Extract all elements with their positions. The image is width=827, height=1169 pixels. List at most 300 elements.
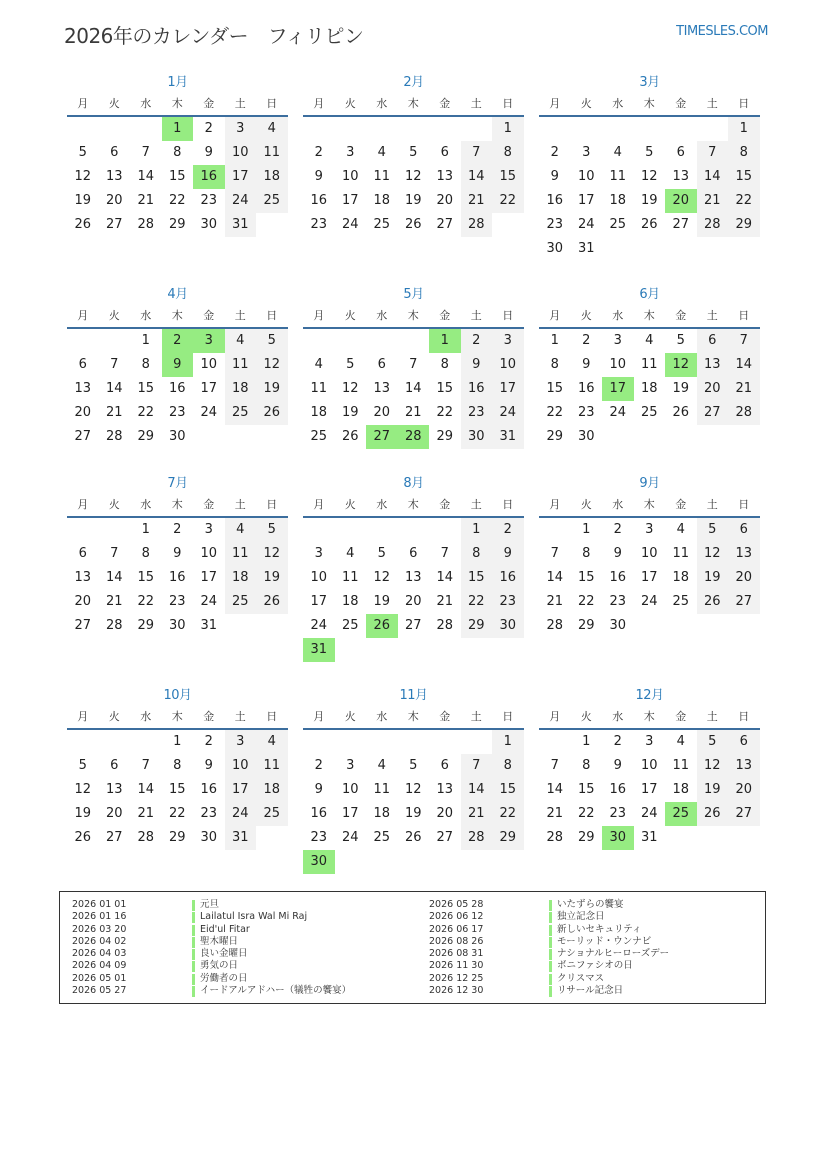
day-cell[interactable]: 29 bbox=[577, 830, 595, 845]
holiday-day-cell[interactable]: 17 bbox=[602, 377, 634, 401]
day-cell[interactable]: 10 bbox=[225, 754, 257, 778]
day-cell[interactable]: 10 bbox=[310, 570, 328, 585]
day-cell[interactable]: 15 bbox=[577, 782, 595, 797]
day-cell[interactable]: 7 bbox=[409, 357, 418, 372]
day-cell[interactable]: 18 bbox=[341, 594, 359, 609]
day-cell[interactable]: 1 bbox=[141, 333, 150, 348]
day-cell[interactable]: 10 bbox=[341, 169, 359, 184]
day-cell[interactable]: 8 bbox=[173, 145, 182, 160]
day-cell[interactable]: 27 bbox=[404, 618, 422, 633]
day-cell[interactable]: 15 bbox=[492, 778, 524, 802]
day-cell[interactable]: 26 bbox=[697, 590, 729, 614]
day-cell[interactable]: 18 bbox=[640, 381, 658, 396]
day-cell[interactable]: 18 bbox=[225, 377, 257, 401]
day-cell[interactable]: 22 bbox=[168, 806, 186, 821]
holiday-day-cell[interactable]: 1 bbox=[429, 329, 461, 353]
day-cell[interactable]: 12 bbox=[640, 169, 658, 184]
day-cell[interactable]: 27 bbox=[74, 429, 92, 444]
day-cell[interactable]: 15 bbox=[492, 165, 524, 189]
day-cell[interactable]: 7 bbox=[697, 141, 729, 165]
day-cell[interactable]: 5 bbox=[377, 546, 386, 561]
day-cell[interactable]: 5 bbox=[697, 518, 729, 542]
day-cell[interactable]: 9 bbox=[613, 546, 622, 561]
day-cell[interactable]: 25 bbox=[341, 618, 359, 633]
day-cell[interactable]: 25 bbox=[225, 401, 257, 425]
day-cell[interactable]: 2 bbox=[613, 734, 622, 749]
day-cell[interactable]: 27 bbox=[436, 830, 454, 845]
day-cell[interactable]: 24 bbox=[200, 405, 218, 420]
day-cell[interactable]: 29 bbox=[461, 614, 493, 638]
day-cell[interactable]: 1 bbox=[582, 734, 591, 749]
day-cell[interactable]: 11 bbox=[225, 542, 257, 566]
day-cell[interactable]: 13 bbox=[74, 381, 92, 396]
day-cell[interactable]: 16 bbox=[577, 381, 595, 396]
day-cell[interactable]: 27 bbox=[436, 217, 454, 232]
day-cell[interactable]: 29 bbox=[577, 618, 595, 633]
day-cell[interactable]: 11 bbox=[256, 754, 288, 778]
day-cell[interactable]: 12 bbox=[404, 169, 422, 184]
day-cell[interactable]: 20 bbox=[697, 377, 729, 401]
day-cell[interactable]: 5 bbox=[78, 758, 87, 773]
day-cell[interactable]: 11 bbox=[341, 570, 359, 585]
day-cell[interactable]: 16 bbox=[492, 566, 524, 590]
day-cell[interactable]: 11 bbox=[672, 758, 690, 773]
day-cell[interactable]: 22 bbox=[546, 405, 564, 420]
day-cell[interactable]: 19 bbox=[74, 806, 92, 821]
holiday-day-cell[interactable]: 9 bbox=[162, 353, 194, 377]
day-cell[interactable]: 24 bbox=[640, 594, 658, 609]
day-cell[interactable]: 26 bbox=[404, 830, 422, 845]
day-cell[interactable]: 26 bbox=[672, 405, 690, 420]
day-cell[interactable]: 5 bbox=[697, 730, 729, 754]
day-cell[interactable]: 12 bbox=[256, 542, 288, 566]
holiday-day-cell[interactable]: 30 bbox=[602, 826, 634, 850]
day-cell[interactable]: 28 bbox=[461, 826, 493, 850]
day-cell[interactable]: 11 bbox=[640, 357, 658, 372]
day-cell[interactable]: 13 bbox=[74, 570, 92, 585]
day-cell[interactable]: 19 bbox=[672, 381, 690, 396]
holiday-day-cell[interactable]: 16 bbox=[193, 165, 225, 189]
day-cell[interactable]: 24 bbox=[492, 401, 524, 425]
day-cell[interactable]: 7 bbox=[550, 758, 559, 773]
day-cell[interactable]: 6 bbox=[440, 145, 449, 160]
day-cell[interactable]: 10 bbox=[577, 169, 595, 184]
day-cell[interactable]: 19 bbox=[74, 193, 92, 208]
day-cell[interactable]: 24 bbox=[200, 594, 218, 609]
day-cell[interactable]: 1 bbox=[492, 117, 524, 141]
day-cell[interactable]: 29 bbox=[168, 217, 186, 232]
day-cell[interactable]: 2 bbox=[492, 518, 524, 542]
day-cell[interactable]: 20 bbox=[436, 193, 454, 208]
day-cell[interactable]: 30 bbox=[492, 614, 524, 638]
day-cell[interactable]: 7 bbox=[141, 145, 150, 160]
day-cell[interactable]: 3 bbox=[645, 522, 654, 537]
day-cell[interactable]: 8 bbox=[141, 357, 150, 372]
day-cell[interactable]: 7 bbox=[550, 546, 559, 561]
day-cell[interactable]: 14 bbox=[546, 782, 564, 797]
day-cell[interactable]: 22 bbox=[168, 193, 186, 208]
day-cell[interactable]: 4 bbox=[645, 333, 654, 348]
holiday-day-cell[interactable]: 25 bbox=[665, 802, 697, 826]
day-cell[interactable]: 21 bbox=[404, 405, 422, 420]
day-cell[interactable]: 6 bbox=[728, 518, 760, 542]
day-cell[interactable]: 26 bbox=[256, 401, 288, 425]
day-cell[interactable]: 4 bbox=[314, 357, 323, 372]
day-cell[interactable]: 12 bbox=[697, 542, 729, 566]
day-cell[interactable]: 17 bbox=[492, 377, 524, 401]
day-cell[interactable]: 8 bbox=[582, 758, 591, 773]
holiday-day-cell[interactable]: 30 bbox=[303, 850, 335, 874]
day-cell[interactable]: 15 bbox=[436, 381, 454, 396]
day-cell[interactable]: 18 bbox=[373, 193, 391, 208]
day-cell[interactable]: 7 bbox=[440, 546, 449, 561]
day-cell[interactable]: 19 bbox=[640, 193, 658, 208]
day-cell[interactable]: 8 bbox=[492, 754, 524, 778]
day-cell[interactable]: 23 bbox=[461, 401, 493, 425]
holiday-day-cell[interactable]: 3 bbox=[193, 329, 225, 353]
day-cell[interactable]: 25 bbox=[640, 405, 658, 420]
day-cell[interactable]: 1 bbox=[461, 518, 493, 542]
day-cell[interactable]: 21 bbox=[546, 594, 564, 609]
day-cell[interactable]: 28 bbox=[105, 429, 123, 444]
day-cell[interactable]: 26 bbox=[256, 590, 288, 614]
day-cell[interactable]: 20 bbox=[105, 806, 123, 821]
day-cell[interactable]: 3 bbox=[582, 145, 591, 160]
day-cell[interactable]: 5 bbox=[78, 145, 87, 160]
day-cell[interactable]: 25 bbox=[256, 189, 288, 213]
day-cell[interactable]: 10 bbox=[492, 353, 524, 377]
day-cell[interactable]: 26 bbox=[697, 802, 729, 826]
day-cell[interactable]: 23 bbox=[577, 405, 595, 420]
day-cell[interactable]: 12 bbox=[697, 754, 729, 778]
day-cell[interactable]: 8 bbox=[492, 141, 524, 165]
day-cell[interactable]: 31 bbox=[200, 618, 218, 633]
day-cell[interactable]: 4 bbox=[377, 145, 386, 160]
day-cell[interactable]: 28 bbox=[105, 618, 123, 633]
day-cell[interactable]: 21 bbox=[137, 193, 155, 208]
day-cell[interactable]: 9 bbox=[204, 145, 213, 160]
day-cell[interactable]: 29 bbox=[436, 429, 454, 444]
day-cell[interactable]: 5 bbox=[346, 357, 355, 372]
day-cell[interactable]: 12 bbox=[404, 782, 422, 797]
day-cell[interactable]: 21 bbox=[105, 405, 123, 420]
day-cell[interactable]: 25 bbox=[672, 594, 690, 609]
day-cell[interactable]: 21 bbox=[137, 806, 155, 821]
day-cell[interactable]: 24 bbox=[310, 618, 328, 633]
holiday-day-cell[interactable]: 27 bbox=[366, 425, 398, 449]
day-cell[interactable]: 6 bbox=[78, 546, 87, 561]
day-cell[interactable]: 17 bbox=[640, 570, 658, 585]
day-cell[interactable]: 3 bbox=[346, 758, 355, 773]
day-cell[interactable]: 21 bbox=[436, 594, 454, 609]
day-cell[interactable]: 6 bbox=[440, 758, 449, 773]
day-cell[interactable]: 22 bbox=[577, 594, 595, 609]
day-cell[interactable]: 3 bbox=[346, 145, 355, 160]
day-cell[interactable]: 1 bbox=[173, 734, 182, 749]
day-cell[interactable]: 26 bbox=[74, 830, 92, 845]
day-cell[interactable]: 23 bbox=[492, 590, 524, 614]
day-cell[interactable]: 17 bbox=[341, 193, 359, 208]
day-cell[interactable]: 14 bbox=[546, 570, 564, 585]
day-cell[interactable]: 11 bbox=[373, 169, 391, 184]
day-cell[interactable]: 15 bbox=[728, 165, 760, 189]
day-cell[interactable]: 1 bbox=[492, 730, 524, 754]
day-cell[interactable]: 9 bbox=[550, 169, 559, 184]
day-cell[interactable]: 13 bbox=[436, 169, 454, 184]
day-cell[interactable]: 25 bbox=[310, 429, 328, 444]
day-cell[interactable]: 17 bbox=[200, 381, 218, 396]
day-cell[interactable]: 12 bbox=[256, 353, 288, 377]
holiday-day-cell[interactable]: 26 bbox=[366, 614, 398, 638]
day-cell[interactable]: 11 bbox=[310, 381, 328, 396]
day-cell[interactable]: 3 bbox=[204, 522, 213, 537]
day-cell[interactable]: 8 bbox=[141, 546, 150, 561]
day-cell[interactable]: 27 bbox=[74, 618, 92, 633]
day-cell[interactable]: 12 bbox=[74, 782, 92, 797]
day-cell[interactable]: 22 bbox=[492, 189, 524, 213]
day-cell[interactable]: 19 bbox=[373, 594, 391, 609]
day-cell[interactable]: 17 bbox=[640, 782, 658, 797]
day-cell[interactable]: 6 bbox=[697, 329, 729, 353]
day-cell[interactable]: 24 bbox=[577, 217, 595, 232]
day-cell[interactable]: 28 bbox=[137, 217, 155, 232]
day-cell[interactable]: 12 bbox=[341, 381, 359, 396]
day-cell[interactable]: 8 bbox=[461, 542, 493, 566]
day-cell[interactable]: 6 bbox=[110, 758, 119, 773]
day-cell[interactable]: 27 bbox=[105, 830, 123, 845]
day-cell[interactable]: 10 bbox=[200, 546, 218, 561]
day-cell[interactable]: 11 bbox=[225, 353, 257, 377]
day-cell[interactable]: 7 bbox=[110, 546, 119, 561]
day-cell[interactable]: 14 bbox=[137, 782, 155, 797]
day-cell[interactable]: 6 bbox=[78, 357, 87, 372]
day-cell[interactable]: 20 bbox=[728, 566, 760, 590]
day-cell[interactable]: 15 bbox=[137, 570, 155, 585]
day-cell[interactable]: 25 bbox=[373, 830, 391, 845]
day-cell[interactable]: 13 bbox=[697, 353, 729, 377]
day-cell[interactable]: 28 bbox=[546, 618, 564, 633]
day-cell[interactable]: 29 bbox=[546, 429, 564, 444]
day-cell[interactable]: 16 bbox=[310, 806, 328, 821]
day-cell[interactable]: 5 bbox=[409, 145, 418, 160]
holiday-day-cell[interactable]: 1 bbox=[162, 117, 194, 141]
day-cell[interactable]: 24 bbox=[640, 806, 658, 821]
day-cell[interactable]: 24 bbox=[609, 405, 627, 420]
day-cell[interactable]: 13 bbox=[728, 754, 760, 778]
day-cell[interactable]: 20 bbox=[728, 778, 760, 802]
day-cell[interactable]: 29 bbox=[168, 830, 186, 845]
day-cell[interactable]: 11 bbox=[672, 546, 690, 561]
day-cell[interactable]: 18 bbox=[373, 806, 391, 821]
day-cell[interactable]: 1 bbox=[728, 117, 760, 141]
day-cell[interactable]: 4 bbox=[676, 522, 685, 537]
day-cell[interactable]: 4 bbox=[225, 329, 257, 353]
day-cell[interactable]: 26 bbox=[74, 217, 92, 232]
holiday-day-cell[interactable]: 2 bbox=[162, 329, 194, 353]
day-cell[interactable]: 14 bbox=[105, 381, 123, 396]
day-cell[interactable]: 17 bbox=[225, 778, 257, 802]
holiday-day-cell[interactable]: 20 bbox=[665, 189, 697, 213]
day-cell[interactable]: 20 bbox=[373, 405, 391, 420]
day-cell[interactable]: 9 bbox=[314, 782, 323, 797]
day-cell[interactable]: 23 bbox=[609, 594, 627, 609]
day-cell[interactable]: 25 bbox=[256, 802, 288, 826]
day-cell[interactable]: 8 bbox=[440, 357, 449, 372]
day-cell[interactable]: 19 bbox=[697, 778, 729, 802]
day-cell[interactable]: 5 bbox=[676, 333, 685, 348]
day-cell[interactable]: 5 bbox=[645, 145, 654, 160]
day-cell[interactable]: 22 bbox=[577, 806, 595, 821]
day-cell[interactable]: 1 bbox=[550, 333, 559, 348]
day-cell[interactable]: 29 bbox=[137, 429, 155, 444]
day-cell[interactable]: 14 bbox=[105, 570, 123, 585]
day-cell[interactable]: 25 bbox=[225, 590, 257, 614]
day-cell[interactable]: 6 bbox=[409, 546, 418, 561]
day-cell[interactable]: 21 bbox=[546, 806, 564, 821]
holiday-day-cell[interactable]: 31 bbox=[303, 638, 335, 662]
day-cell[interactable]: 16 bbox=[461, 377, 493, 401]
day-cell[interactable]: 5 bbox=[256, 329, 288, 353]
day-cell[interactable]: 4 bbox=[256, 117, 288, 141]
day-cell[interactable]: 1 bbox=[582, 522, 591, 537]
day-cell[interactable]: 21 bbox=[461, 802, 493, 826]
day-cell[interactable]: 28 bbox=[728, 401, 760, 425]
site-link[interactable]: TIMESLES.COM bbox=[676, 24, 768, 39]
day-cell[interactable]: 3 bbox=[225, 117, 257, 141]
day-cell[interactable]: 23 bbox=[200, 806, 218, 821]
day-cell[interactable]: 14 bbox=[404, 381, 422, 396]
day-cell[interactable]: 11 bbox=[256, 141, 288, 165]
day-cell[interactable]: 10 bbox=[200, 357, 218, 372]
day-cell[interactable]: 10 bbox=[640, 758, 658, 773]
day-cell[interactable]: 30 bbox=[200, 830, 218, 845]
day-cell[interactable]: 17 bbox=[341, 806, 359, 821]
day-cell[interactable]: 13 bbox=[105, 782, 123, 797]
day-cell[interactable]: 26 bbox=[404, 217, 422, 232]
day-cell[interactable]: 23 bbox=[310, 217, 328, 232]
day-cell[interactable]: 27 bbox=[728, 590, 760, 614]
day-cell[interactable]: 7 bbox=[110, 357, 119, 372]
day-cell[interactable]: 5 bbox=[256, 518, 288, 542]
day-cell[interactable]: 6 bbox=[110, 145, 119, 160]
holiday-day-cell[interactable]: 12 bbox=[665, 353, 697, 377]
day-cell[interactable]: 2 bbox=[550, 145, 559, 160]
day-cell[interactable]: 2 bbox=[314, 145, 323, 160]
day-cell[interactable]: 1 bbox=[141, 522, 150, 537]
day-cell[interactable]: 17 bbox=[200, 570, 218, 585]
day-cell[interactable]: 12 bbox=[373, 570, 391, 585]
day-cell[interactable]: 14 bbox=[697, 165, 729, 189]
day-cell[interactable]: 14 bbox=[461, 778, 493, 802]
day-cell[interactable]: 16 bbox=[310, 193, 328, 208]
day-cell[interactable]: 30 bbox=[609, 618, 627, 633]
day-cell[interactable]: 24 bbox=[341, 217, 359, 232]
day-cell[interactable]: 13 bbox=[436, 782, 454, 797]
day-cell[interactable]: 10 bbox=[225, 141, 257, 165]
day-cell[interactable]: 23 bbox=[168, 405, 186, 420]
day-cell[interactable]: 28 bbox=[697, 213, 729, 237]
day-cell[interactable]: 4 bbox=[377, 758, 386, 773]
day-cell[interactable]: 2 bbox=[613, 522, 622, 537]
day-cell[interactable]: 20 bbox=[74, 405, 92, 420]
day-cell[interactable]: 4 bbox=[346, 546, 355, 561]
day-cell[interactable]: 30 bbox=[168, 618, 186, 633]
day-cell[interactable]: 5 bbox=[409, 758, 418, 773]
day-cell[interactable]: 4 bbox=[256, 730, 288, 754]
day-cell[interactable]: 14 bbox=[728, 353, 760, 377]
day-cell[interactable]: 19 bbox=[697, 566, 729, 590]
day-cell[interactable]: 6 bbox=[728, 730, 760, 754]
day-cell[interactable]: 21 bbox=[105, 594, 123, 609]
day-cell[interactable]: 8 bbox=[728, 141, 760, 165]
day-cell[interactable]: 7 bbox=[461, 754, 493, 778]
day-cell[interactable]: 18 bbox=[672, 570, 690, 585]
day-cell[interactable]: 15 bbox=[577, 570, 595, 585]
day-cell[interactable]: 27 bbox=[728, 802, 760, 826]
day-cell[interactable]: 13 bbox=[404, 570, 422, 585]
day-cell[interactable]: 4 bbox=[225, 518, 257, 542]
day-cell[interactable]: 15 bbox=[168, 169, 186, 184]
day-cell[interactable]: 20 bbox=[404, 594, 422, 609]
day-cell[interactable]: 15 bbox=[168, 782, 186, 797]
day-cell[interactable]: 2 bbox=[461, 329, 493, 353]
holiday-day-cell[interactable]: 28 bbox=[398, 425, 430, 449]
day-cell[interactable]: 3 bbox=[645, 734, 654, 749]
day-cell[interactable]: 10 bbox=[640, 546, 658, 561]
day-cell[interactable]: 18 bbox=[310, 405, 328, 420]
day-cell[interactable]: 26 bbox=[341, 429, 359, 444]
day-cell[interactable]: 18 bbox=[609, 193, 627, 208]
day-cell[interactable]: 24 bbox=[341, 830, 359, 845]
day-cell[interactable]: 31 bbox=[225, 826, 257, 850]
day-cell[interactable]: 9 bbox=[173, 546, 182, 561]
day-cell[interactable]: 29 bbox=[728, 213, 760, 237]
day-cell[interactable]: 7 bbox=[141, 758, 150, 773]
day-cell[interactable]: 9 bbox=[204, 758, 213, 773]
day-cell[interactable]: 23 bbox=[200, 193, 218, 208]
day-cell[interactable]: 30 bbox=[577, 429, 595, 444]
day-cell[interactable]: 29 bbox=[492, 826, 524, 850]
day-cell[interactable]: 15 bbox=[137, 381, 155, 396]
day-cell[interactable]: 7 bbox=[461, 141, 493, 165]
day-cell[interactable]: 28 bbox=[137, 830, 155, 845]
day-cell[interactable]: 31 bbox=[492, 425, 524, 449]
day-cell[interactable]: 19 bbox=[404, 806, 422, 821]
day-cell[interactable]: 13 bbox=[672, 169, 690, 184]
day-cell[interactable]: 16 bbox=[200, 782, 218, 797]
day-cell[interactable]: 19 bbox=[341, 405, 359, 420]
day-cell[interactable]: 16 bbox=[609, 782, 627, 797]
day-cell[interactable]: 16 bbox=[609, 570, 627, 585]
day-cell[interactable]: 22 bbox=[436, 405, 454, 420]
day-cell[interactable]: 23 bbox=[546, 217, 564, 232]
day-cell[interactable]: 20 bbox=[105, 193, 123, 208]
day-cell[interactable]: 2 bbox=[314, 758, 323, 773]
day-cell[interactable]: 2 bbox=[173, 522, 182, 537]
day-cell[interactable]: 17 bbox=[310, 594, 328, 609]
day-cell[interactable]: 19 bbox=[256, 377, 288, 401]
day-cell[interactable]: 22 bbox=[492, 802, 524, 826]
day-cell[interactable]: 31 bbox=[640, 830, 658, 845]
day-cell[interactable]: 3 bbox=[225, 730, 257, 754]
day-cell[interactable]: 21 bbox=[461, 189, 493, 213]
day-cell[interactable]: 18 bbox=[256, 778, 288, 802]
day-cell[interactable]: 18 bbox=[256, 165, 288, 189]
day-cell[interactable]: 9 bbox=[314, 169, 323, 184]
day-cell[interactable]: 2 bbox=[582, 333, 591, 348]
day-cell[interactable]: 4 bbox=[613, 145, 622, 160]
day-cell[interactable]: 28 bbox=[436, 618, 454, 633]
